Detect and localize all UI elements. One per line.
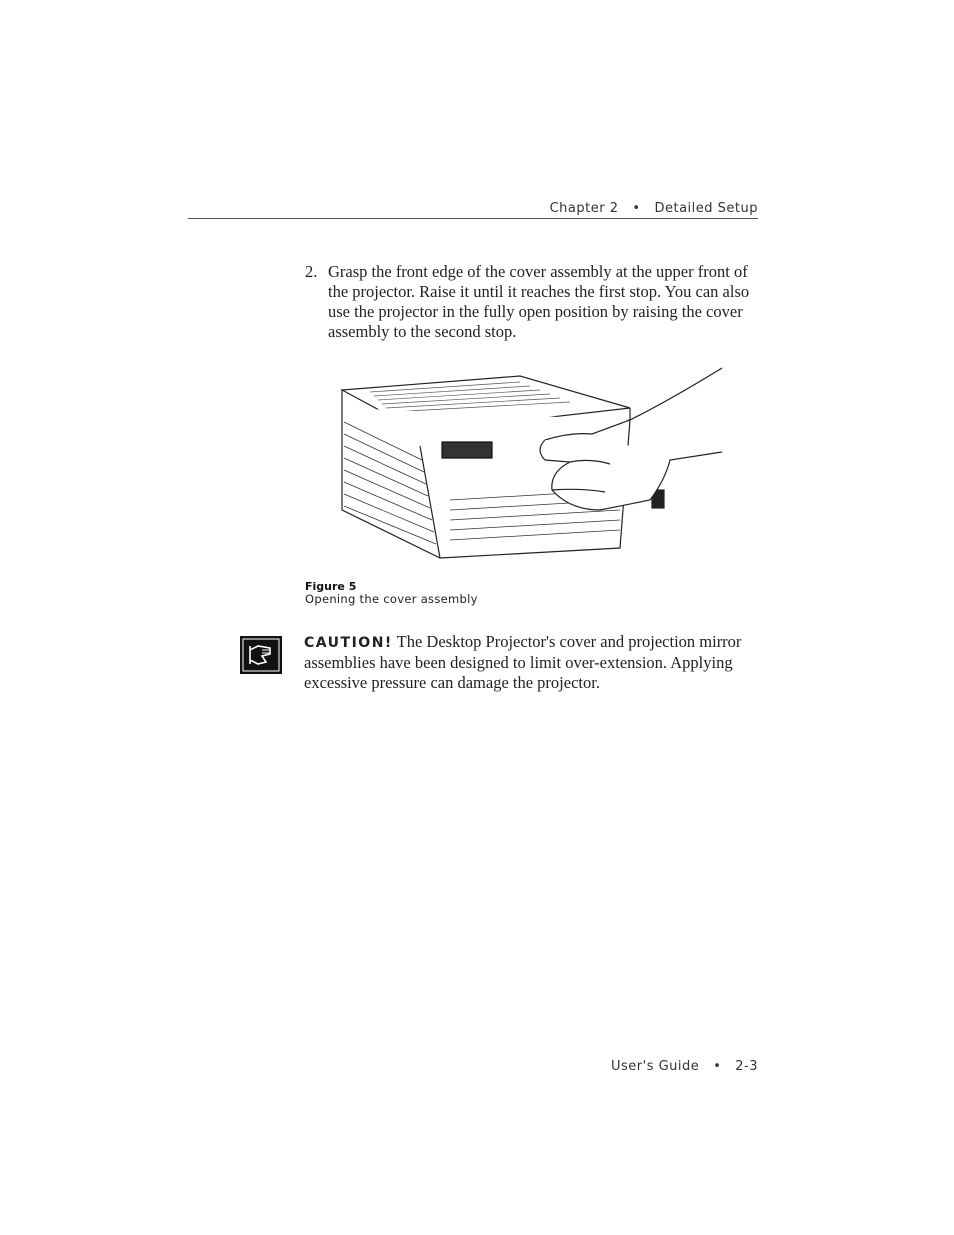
step-number: 2. bbox=[305, 262, 318, 281]
caution-lead: CAUTION! bbox=[304, 635, 393, 651]
footer-guide: User's Guide bbox=[610, 1059, 700, 1074]
figure-label: Figure 5 bbox=[305, 580, 357, 593]
page-header bbox=[400, 201, 758, 216]
footer-separator: • bbox=[713, 1059, 722, 1074]
caution-note bbox=[304, 632, 744, 693]
header-separator: • bbox=[632, 201, 641, 216]
header-rule bbox=[188, 218, 758, 219]
footer-page-number: 2-3 bbox=[735, 1059, 758, 1074]
figure-caption: Opening the cover assembly bbox=[305, 592, 478, 606]
header-chapter: Chapter 2 bbox=[549, 201, 619, 216]
pointing-hand-icon bbox=[240, 636, 282, 674]
figure-illustration bbox=[330, 360, 730, 575]
step-text: Grasp the front edge of the cover assembly at the upper front of the projector. Raise it until it reaches the first stop. You can also use the projector in the fully open position by raising the cover assembly to the second stop. bbox=[328, 262, 750, 341]
page-footer bbox=[540, 1059, 758, 1074]
header-section: Detailed Setup bbox=[654, 201, 758, 216]
caution-text: The Desktop Projector's cover and projection mirror assemblies have been designed to limit over-extension. Applying excessive pressure can damage the projector. bbox=[304, 632, 742, 692]
projector-illustration bbox=[330, 360, 730, 575]
